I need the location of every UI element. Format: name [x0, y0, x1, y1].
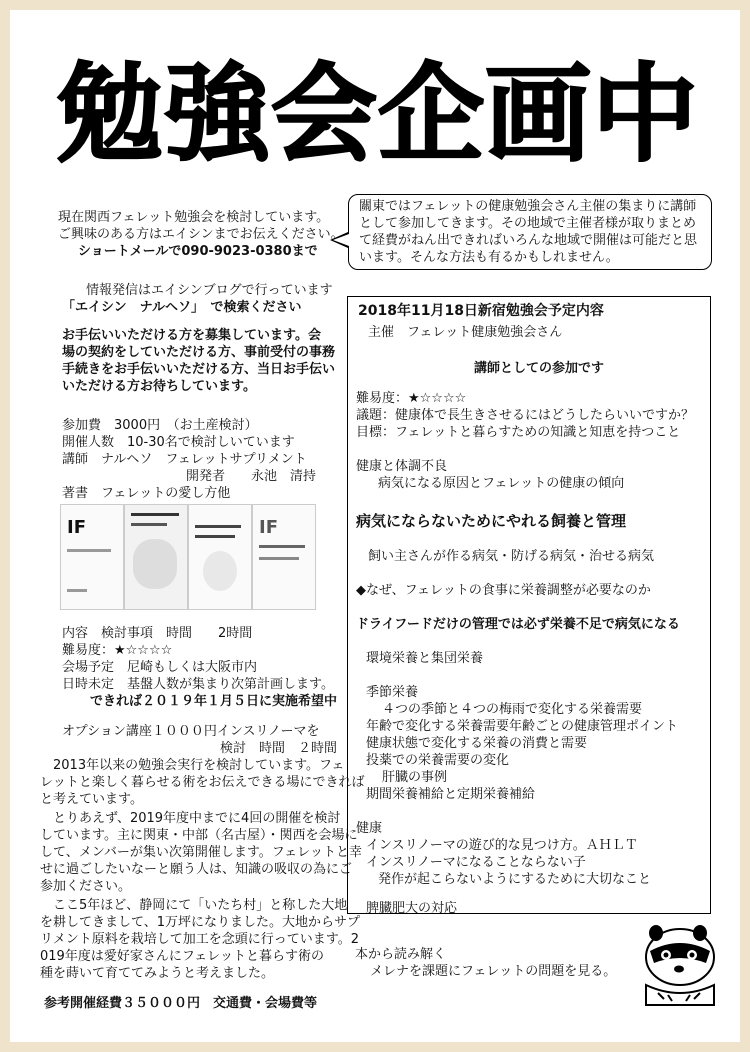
contact-line: ショートメールで090-9023-0380まで: [78, 244, 318, 259]
seminar-title: 2018年11月18日新宿勉強会予定内容: [358, 303, 604, 319]
section-health: 健康と体調不良: [356, 459, 448, 474]
count-line: 開催人数 10-30名で検討しいています: [62, 435, 295, 450]
item-10: インスリノーマの遊び的な見つけ方。ＡＨＬＴ: [366, 838, 638, 853]
para1-line-1: 2013年以来の勉強会実行を検討しています。フェ: [40, 758, 345, 773]
info-line-1: 情報発信はエイシンブログで行っています: [86, 283, 333, 298]
ferret-illustration: [628, 905, 728, 1007]
item-14: 本から読み解く: [355, 947, 447, 962]
date-line: 日時未定 基盤人数が集まり次第計画します。: [62, 677, 334, 692]
item-3: ４つの季節と４つの梅雨で変化する栄養需要: [382, 702, 643, 717]
banner-heading: 病気にならないためにやれる飼養と管理: [356, 512, 627, 530]
para3-line-4: 019年度は愛好家さんにフェレットと暮らす術の: [40, 949, 325, 964]
content-line: 内容 検討事項 時間 2時間: [62, 626, 253, 641]
cost-line: 参考開催経費３５０００円 交通費・会場費等: [44, 996, 318, 1011]
venue-line: 会場予定 尼崎もしくは大阪市内: [62, 660, 258, 675]
item-7: 肝臓の事例: [382, 770, 448, 785]
option-line-1: オプション講座１０００円インスリノーマを: [62, 724, 320, 739]
bubble-line-3: て経費がねん出できればいろんな地域で開催は可能だと思: [359, 233, 698, 248]
help-line-1: お手伝いいただける方を募集しています。会: [62, 328, 321, 343]
bubble-line-2: として参加してきます。その地域で主催者様が取りまとめ: [359, 216, 696, 231]
para3-line-2: を耕してきまして、1万坪になりました。大地からサプ: [40, 915, 361, 930]
book-cover: [188, 504, 252, 610]
item-2: 季節栄養: [366, 685, 419, 700]
headline: 勉強会企画中: [57, 53, 699, 176]
section-health-sub: 病気になる原因とフェレットの健康の傾向: [378, 476, 625, 491]
help-line-2: 場の契約をしていただける方、事前受付の事務: [62, 345, 336, 360]
item-6: 投薬での栄養需要の変化: [366, 753, 510, 768]
para2-line-2: しています。主に関東・中部（名古屋）・関西を会場に: [40, 828, 358, 843]
book-cover-mark: IF: [67, 517, 86, 538]
book-cover: [60, 504, 124, 610]
item-11: インスリノーマになることならない子: [366, 855, 586, 870]
bubble-line-4: います。そんな方法も有るかもしれません。: [359, 250, 619, 265]
author-line: 著書 フェレットの愛し方他: [62, 486, 231, 501]
bullet-2: ◆なぜ、フェレットの食事に栄養調整が必要なのか: [356, 583, 651, 598]
fee-line: 参加費 3000円 （お土産検討）: [62, 418, 258, 433]
bubble-line-1: 關東ではフェレットの健康勉強会さん主催の集まりに講師: [359, 199, 697, 214]
goal-line: 目標：フェレットと暮らすための知識と知恵を持つこと: [356, 425, 681, 440]
option-line-2: 検討 時間 ２時間: [220, 741, 338, 756]
para2-line-3: して、メンバーが集い次第開催します。フェレットと幸: [40, 845, 363, 860]
speech-bubble: [348, 194, 712, 270]
seminar-box: [347, 296, 711, 914]
intro-line-2: ご興味のある方はエイシンまでお伝えください。: [58, 227, 344, 242]
info-line-2: 「エイシン ナルヘソ」 で検索ください: [62, 300, 302, 315]
bullet-3: ドライフードだけの管理では必ず栄養不足で病気になる: [356, 617, 680, 632]
help-line-3: 手続きをお手伝いいただける方、当日お手伝い: [62, 362, 336, 377]
para1-line-2: レットと楽しく暮らせる術をお伝えできる場にできれば: [40, 775, 365, 790]
item-1: 環境栄養と集団栄養: [366, 651, 484, 666]
lecturer-line-2: 開発者 永池 清持: [186, 469, 317, 484]
difficulty-line: 難易度：★☆☆☆☆: [62, 643, 173, 658]
book-cover: [252, 504, 316, 610]
topic-line: 議題：健康体で長生きさせるにはどうしたらいいですか？: [356, 408, 695, 423]
hope-line: できれば２０１９年１月５日に実施希望中: [90, 694, 338, 709]
para1-line-3: と考えています。: [40, 792, 143, 807]
para2-line-1: とりあえず、2019年度中までに4回の開催を検討: [40, 811, 341, 826]
item-4: 年齢で変化する栄養需要年齢ごとの健康管理ポイント: [366, 719, 679, 734]
para3-line-1: ここ5年ほど、静岡にて「いたち村」と称した大地: [40, 898, 348, 913]
item-13: 脾臓肥大の対応: [366, 901, 458, 916]
book-covers: [60, 504, 315, 610]
difficulty-line: 難易度：★☆☆☆☆: [356, 391, 467, 406]
para2-line-4: せに過ごしたいなーと願う人は、知識の吸収の為にご: [40, 862, 353, 877]
item-12: 発作が起こらないようにするために大切なこと: [378, 872, 652, 887]
lecturer-line-1: 講師 ナルヘソ フェレットサプリメント: [62, 452, 307, 467]
para3-line-3: リメント原料を栽培して加工を念頭に行っています。2: [40, 932, 359, 947]
item-9: 健康: [356, 821, 383, 836]
para3-line-5: 種を蒔いて育ててみようと考えました。: [40, 966, 275, 981]
item-8: 期間栄養補給と定期栄養補給: [366, 787, 536, 802]
item-5: 健康状態で変化する栄養の消費と需要: [366, 736, 588, 751]
book-cover: [124, 504, 188, 610]
role-line: 講師としての参加です: [474, 361, 605, 376]
intro-line-1: 現在関西フェレット勉強会を検討しています。: [58, 210, 330, 225]
help-line-4: いただける方お待ちしています。: [62, 379, 256, 394]
para2-line-5: 参加ください。: [40, 879, 132, 894]
bullet-1: 飼い主さんが作る病気・防げる病気・治せる病気: [368, 549, 655, 564]
item-15: メレナを課題にフェレットの問題を見る。: [370, 964, 617, 979]
book-cover-mark: IF: [259, 517, 278, 538]
host-line: 主催 フェレット健康勉強会さん: [368, 325, 563, 340]
